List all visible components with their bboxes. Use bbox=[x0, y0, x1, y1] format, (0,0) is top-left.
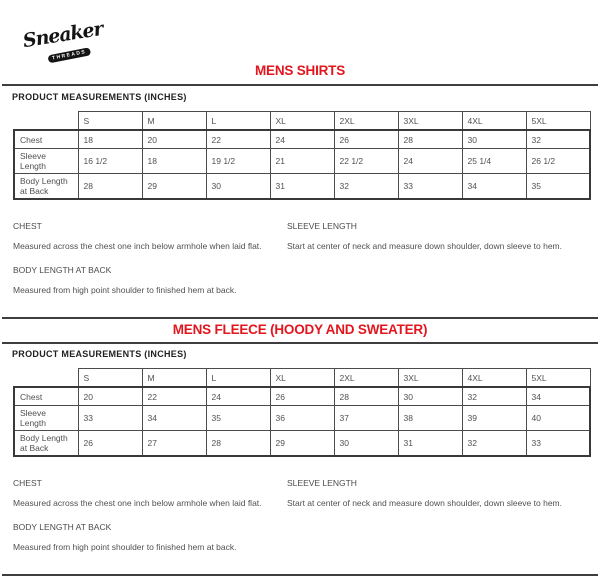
size-header-cell: 3XL bbox=[398, 369, 462, 388]
measurement-cell: 22 1/2 bbox=[334, 149, 398, 174]
size-header-cell: M bbox=[142, 112, 206, 131]
measurement-cell: 33 bbox=[78, 406, 142, 431]
definition-sleeve-length bbox=[287, 478, 582, 511]
measurement-cell: 32 bbox=[462, 431, 526, 457]
measurement-cell: 18 bbox=[142, 149, 206, 174]
row-label: Sleeve Length bbox=[14, 406, 78, 431]
measurement-cell: 26 bbox=[270, 387, 334, 406]
measurement-cell: 29 bbox=[270, 431, 334, 457]
measurement-cell: 33 bbox=[398, 174, 462, 200]
measurement-cell: 21 bbox=[270, 149, 334, 174]
measurement-cell: 40 bbox=[526, 406, 590, 431]
size-header-row bbox=[14, 112, 590, 131]
measurement-cell: 30 bbox=[206, 174, 270, 200]
size-header-cell: 5XL bbox=[526, 112, 590, 131]
divider-line bbox=[2, 342, 598, 344]
size-header-cell: 4XL bbox=[462, 112, 526, 131]
measurement-definitions bbox=[13, 221, 600, 309]
table-row-body-length bbox=[14, 174, 590, 200]
corner-cell bbox=[14, 369, 78, 388]
size-header-cell: XL bbox=[270, 369, 334, 388]
definition-description: Start at center of neck and measure down shoulder, down sleeve to hem. bbox=[287, 498, 562, 508]
definition-term: BODY LENGTH AT BACK bbox=[13, 265, 112, 275]
mens-shirts-size-table bbox=[13, 111, 591, 200]
definition-term: SLEEVE LENGTH bbox=[287, 221, 357, 231]
size-header-cell: S bbox=[78, 112, 142, 131]
measurement-cell: 30 bbox=[334, 431, 398, 457]
measurement-cell: 28 bbox=[334, 387, 398, 406]
table-row-body-length bbox=[14, 431, 590, 457]
definition-term: SLEEVE LENGTH bbox=[287, 478, 357, 488]
table-row-chest bbox=[14, 387, 590, 406]
measurement-definitions bbox=[13, 478, 600, 566]
measurement-cell: 31 bbox=[398, 431, 462, 457]
mens-fleece-size-table bbox=[13, 368, 591, 457]
row-label: Body Length at Back bbox=[14, 431, 78, 457]
measurement-cell: 24 bbox=[270, 130, 334, 149]
definition-description: Measured across the chest one inch below armhole when laid flat. bbox=[13, 241, 262, 251]
measurement-cell: 20 bbox=[142, 130, 206, 149]
divider-line bbox=[2, 84, 598, 86]
size-header-cell: 2XL bbox=[334, 112, 398, 131]
measurement-cell: 35 bbox=[526, 174, 590, 200]
definitions-left-column bbox=[13, 221, 287, 309]
size-header-cell: L bbox=[206, 369, 270, 388]
measurement-cell: 31 bbox=[270, 174, 334, 200]
definition-term: CHEST bbox=[13, 221, 42, 231]
divider-line bbox=[2, 317, 598, 319]
row-label: Chest bbox=[14, 387, 78, 406]
measurement-cell: 28 bbox=[398, 130, 462, 149]
definitions-right-column bbox=[287, 478, 582, 566]
size-header-cell: 2XL bbox=[334, 369, 398, 388]
definition-chest bbox=[13, 478, 287, 511]
measurement-cell: 16 1/2 bbox=[78, 149, 142, 174]
definition-body-length bbox=[13, 265, 287, 298]
measurement-cell: 34 bbox=[142, 406, 206, 431]
measurement-cell: 32 bbox=[334, 174, 398, 200]
definition-term: BODY LENGTH AT BACK bbox=[13, 522, 112, 532]
table-row-sleeve-length bbox=[14, 149, 590, 174]
measurement-cell: 32 bbox=[526, 130, 590, 149]
measurement-cell: 34 bbox=[526, 387, 590, 406]
brand-logo-threads-banner: THREADS bbox=[47, 47, 90, 63]
definitions-right-column bbox=[287, 221, 582, 309]
measurement-cell: 30 bbox=[462, 130, 526, 149]
measurement-cell: 30 bbox=[398, 387, 462, 406]
measurement-cell: 38 bbox=[398, 406, 462, 431]
measurement-cell: 28 bbox=[78, 174, 142, 200]
measurement-cell: 19 1/2 bbox=[206, 149, 270, 174]
measurement-cell: 22 bbox=[142, 387, 206, 406]
corner-cell bbox=[14, 112, 78, 131]
product-measurements-heading: PRODUCT MEASUREMENTS (INCHES) bbox=[12, 92, 187, 102]
size-header-cell: 3XL bbox=[398, 112, 462, 131]
measurement-cell: 29 bbox=[142, 174, 206, 200]
product-measurements-heading: PRODUCT MEASUREMENTS (INCHES) bbox=[12, 349, 187, 359]
measurement-cell: 20 bbox=[78, 387, 142, 406]
definition-sleeve-length bbox=[287, 221, 582, 254]
measurement-cell: 25 1/4 bbox=[462, 149, 526, 174]
size-header-cell: 5XL bbox=[526, 369, 590, 388]
definition-description: Measured from high point shoulder to finished hem at back. bbox=[13, 285, 237, 295]
size-header-cell: S bbox=[78, 369, 142, 388]
measurement-cell: 37 bbox=[334, 406, 398, 431]
row-label: Chest bbox=[14, 130, 78, 149]
size-header-cell: XL bbox=[270, 112, 334, 131]
brand-logo-script-text: Sneaker bbox=[21, 17, 105, 53]
measurement-cell: 24 bbox=[398, 149, 462, 174]
size-header-cell: M bbox=[142, 369, 206, 388]
section-title-mens-shirts: MENS SHIRTS bbox=[254, 63, 346, 78]
row-label: Sleeve Length bbox=[14, 149, 78, 174]
definition-description: Measured across the chest one inch below armhole when laid flat. bbox=[13, 498, 262, 508]
measurement-cell: 26 bbox=[334, 130, 398, 149]
definition-description: Measured from high point shoulder to finished hem at back. bbox=[13, 542, 237, 552]
measurement-cell: 27 bbox=[142, 431, 206, 457]
measurement-cell: 24 bbox=[206, 387, 270, 406]
measurement-cell: 26 1/2 bbox=[526, 149, 590, 174]
measurement-cell: 18 bbox=[78, 130, 142, 149]
definition-description: Start at center of neck and measure down shoulder, down sleeve to hem. bbox=[287, 241, 562, 251]
table-row-sleeve-length bbox=[14, 406, 590, 431]
measurement-cell: 39 bbox=[462, 406, 526, 431]
measurement-cell: 22 bbox=[206, 130, 270, 149]
measurement-cell: 32 bbox=[462, 387, 526, 406]
row-label: Body Length at Back bbox=[14, 174, 78, 200]
table-row-chest bbox=[14, 130, 590, 149]
definition-term: CHEST bbox=[13, 478, 42, 488]
measurement-cell: 35 bbox=[206, 406, 270, 431]
definition-body-length bbox=[13, 522, 287, 555]
definition-chest bbox=[13, 221, 287, 254]
measurement-cell: 28 bbox=[206, 431, 270, 457]
measurement-cell: 26 bbox=[78, 431, 142, 457]
measurement-cell: 33 bbox=[526, 431, 590, 457]
size-header-row bbox=[14, 369, 590, 388]
size-header-cell: 4XL bbox=[462, 369, 526, 388]
definitions-left-column bbox=[13, 478, 287, 566]
measurement-cell: 36 bbox=[270, 406, 334, 431]
section-title-mens-fleece: MENS FLEECE (HOODY AND SWEATER) bbox=[172, 322, 428, 337]
size-header-cell: L bbox=[206, 112, 270, 131]
measurement-cell: 34 bbox=[462, 174, 526, 200]
